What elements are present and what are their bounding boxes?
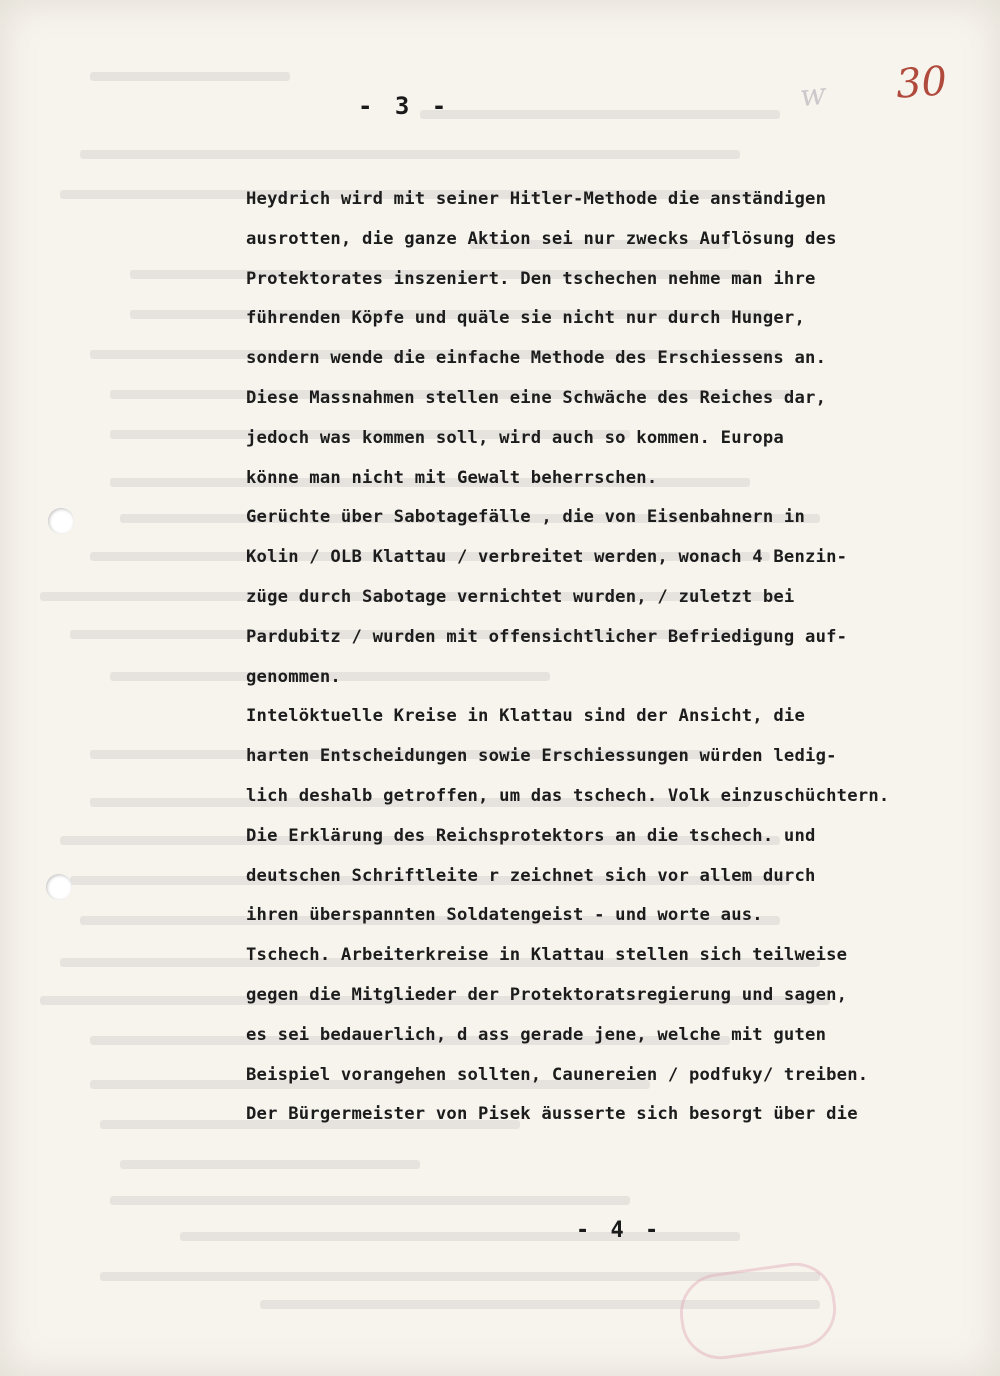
text-line: es sei bedauerlich, d ass gerade jene, welche mit guten <box>246 1024 827 1045</box>
text-line: Die Erklärung des Reichsprotektors an die tschech. und <box>246 825 816 846</box>
text-line: harten Entscheidungen sowie Erschiessungen würden ledig- <box>246 746 837 767</box>
text-line: züge durch Sabotage vernichtet wurden, / zuletzt bei <box>246 586 795 607</box>
faded-reverse-number: ᴡ <box>798 76 828 115</box>
faded-stamp <box>675 1258 841 1365</box>
text-line: Heydrich wird mit seiner Hitler-Methode die anständigen <box>246 189 827 209</box>
text-line: Kolin / OLB Klattau / verbreitet werden, wonach 4 Benzin- <box>246 547 848 568</box>
text-line: Gerüchte über Sabotagefälle , die von Eisenbahnern in <box>246 507 806 528</box>
text-line: Tschech. Arbeiterkreise in Klattau stellen sich teilweise <box>246 945 848 966</box>
text-line: ihren überspannten Soldatengeist - und worte aus. <box>246 905 763 926</box>
text-line: Beispiel vorangehen sollten, Caunereien / podfuky/ treiben. <box>246 1064 869 1085</box>
text-line: Intelöktuelle Kreise in Klattau sind der Ansicht, die <box>246 706 806 727</box>
text-line: genommen. <box>246 666 341 687</box>
handwritten-folio-number: 30 <box>894 58 949 108</box>
text-line: lich deshalb getroffen, um das tschech. Volk einzuschüchtern. <box>246 785 890 806</box>
punch-hole <box>46 874 72 900</box>
text-line: Protektorates inszeniert. Den tschechen nehme man ihre <box>246 268 816 289</box>
text-line: jedoch was kommen soll, wird auch so kommen. Europa <box>246 427 784 448</box>
text-line: deutschen Schriftleite r zeichnet sich vor allem durch <box>246 865 816 886</box>
catchword-next-page: - 4 - <box>576 1218 663 1243</box>
typewritten-body <box>246 180 966 1135</box>
punch-hole <box>48 508 74 534</box>
text-line: könne man nicht mit Gewalt beherrschen. <box>246 467 658 488</box>
text-line: sondern wende die einfache Methode des Erschiessens an. <box>246 348 827 369</box>
text-line: Diese Massnahmen stellen eine Schwäche des Reiches dar, <box>246 387 827 408</box>
text-line: führenden Köpfe und quäle sie nicht nur durch Hunger, <box>246 308 806 329</box>
text-line: Der Bürgermeister von Pisek äusserte sich besorgt über die <box>246 1104 858 1125</box>
text-line: ausrotten, die ganze Aktion sei nur zwecks Auflösung des <box>246 228 837 249</box>
page-number: - 3 - <box>358 92 451 120</box>
text-line: Pardubitz / wurden mit offensichtlicher Befriedigung auf- <box>246 626 848 647</box>
text-line: gegen die Mitglieder der Protektoratsregierung und sagen, <box>246 984 848 1005</box>
